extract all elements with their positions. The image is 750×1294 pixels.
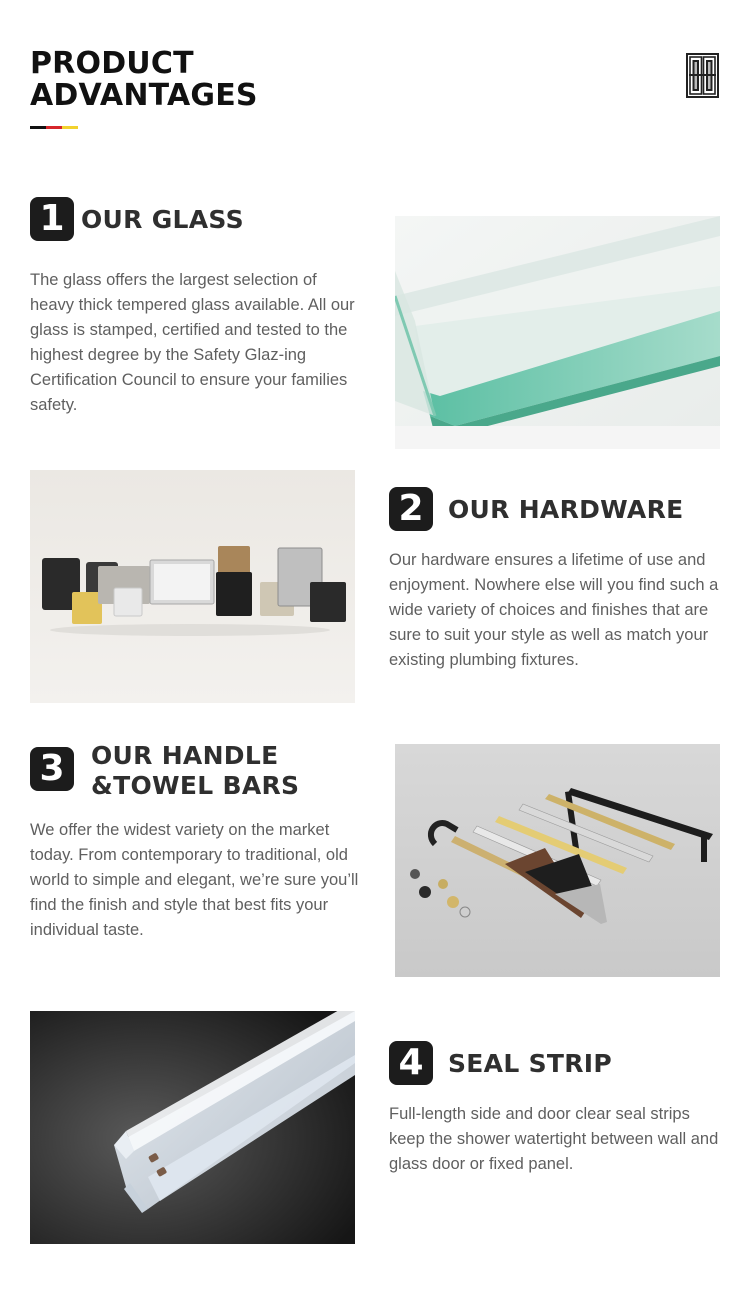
title-accent-bar	[30, 126, 78, 129]
section-number: 4	[398, 1042, 424, 1083]
glass-clamp-hardware-photo	[30, 470, 355, 703]
section-number-badge	[389, 1041, 433, 1085]
page-title-line2: ADVANTAGES	[30, 78, 258, 113]
section-number: 1	[39, 198, 65, 239]
section-title-handles	[91, 741, 299, 801]
section-text-seal: Full-length side and door clear seal strips keep the shower watertight between wall and glass door or fixed panel.	[389, 1105, 719, 1173]
seal-strip-photo	[30, 1011, 355, 1244]
tempered-glass-photo	[395, 216, 720, 449]
shower-door-logo-icon	[686, 53, 719, 98]
handles-towel-bars-photo	[395, 744, 720, 977]
section-title-line1: OUR HANDLE	[91, 741, 279, 770]
section-number-badge	[30, 197, 74, 241]
section-number-badge	[30, 747, 74, 791]
section-title-hardware: OUR HARDWARE	[448, 495, 684, 524]
section-text-glass: The glass offers the largest selection of heavy thick tempered glass available. All our glass is stamped, certified and tested to the highest degree by the Safety Glaz-ing Certification Council to ensure your families safety.	[30, 271, 355, 414]
section-number: 3	[39, 748, 65, 789]
section-title-line2: &TOWEL BARS	[91, 771, 300, 800]
section-number: 2	[398, 488, 424, 529]
section-title-seal: SEAL STRIP	[448, 1049, 612, 1078]
section-text-hardware: Our hardware ensures a lifetime of use and enjoyment. Nowhere else will you find such a wide variety of choices and finishes that are sure to suit your style as well as match your existing plumbing fixtures.	[389, 551, 719, 669]
section-text-handles: We offer the widest variety on the market today. From contemporary to traditional, old world to simple and elegant, we’re sure you’ll find the finish and style that best fits your individual taste.	[30, 821, 359, 939]
section-title-glass: OUR GLASS	[81, 205, 244, 234]
page-title-line1: PRODUCT	[30, 46, 194, 81]
page-title	[30, 48, 258, 112]
section-number-badge	[389, 487, 433, 531]
